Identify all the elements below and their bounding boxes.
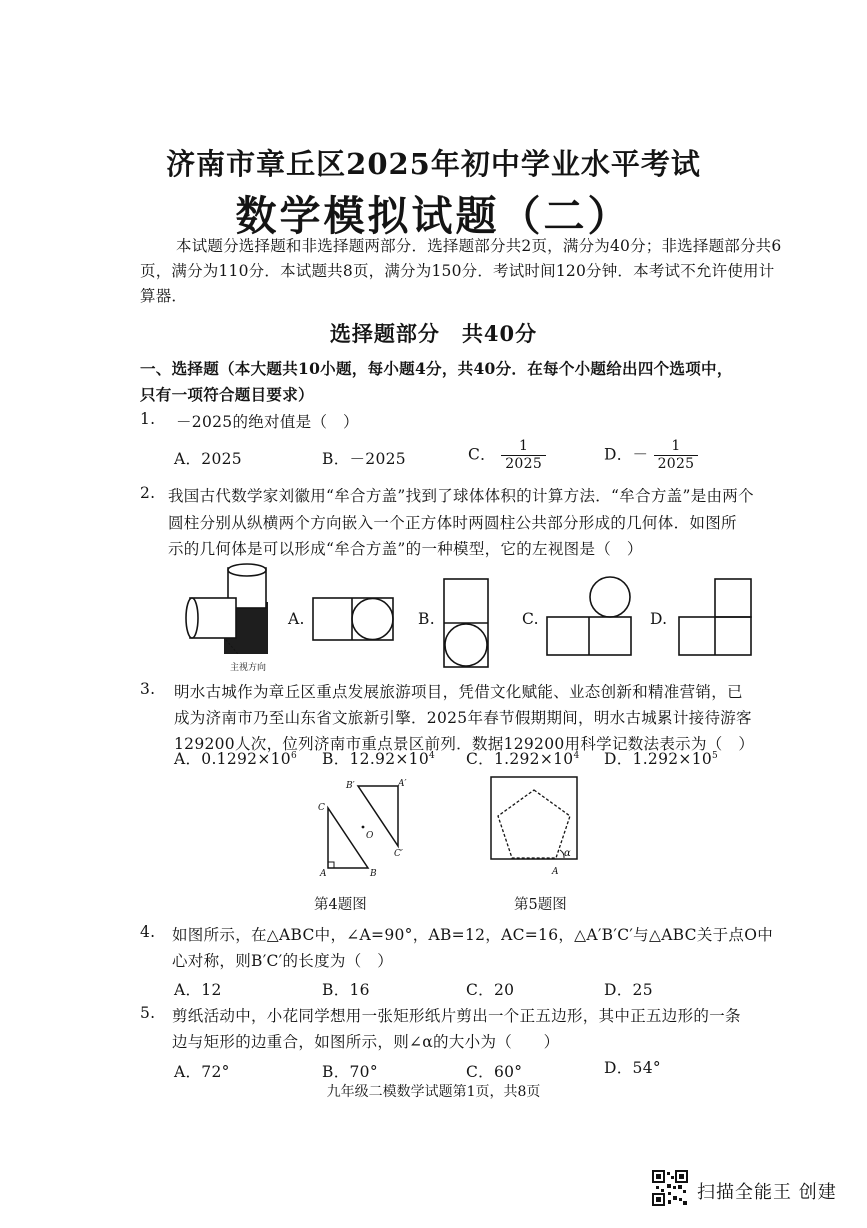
q2-c-circle [590,577,630,617]
q3-line3: 129200人次，位列济南市重点景区前列．数据129200用科学记数法表示为（ ） [174,735,755,753]
q1-option-c-fraction [501,438,546,473]
fig4-label-o: O [366,831,374,841]
fig4-label-a1: A′ [398,779,407,789]
q3-a-base: A．0.1292×10 [174,750,291,768]
q2-option-b-label: B. [418,610,435,628]
fig4-right-angle-a [328,862,334,868]
q2-option-c-label: C. [522,610,539,628]
q2-option-a-figure [312,597,394,641]
q3-b-exponent: 4 [428,750,436,761]
fig4-label-b: B [370,869,377,878]
q3-option-d [604,747,718,769]
fig4-triangle-abc [328,808,368,868]
fig5-label-alpha: α [564,848,571,859]
fig4-label-c1: C′ [394,849,403,859]
q1-c-numerator: 1 [519,438,529,454]
q3-b-base: B．12.92×10 [322,750,429,768]
q2-horizontal-cylinder-end [186,598,198,638]
q1-d-numerator: 1 [671,438,681,454]
q3-option-b [322,747,435,769]
q1-option-c [468,438,546,473]
q2-d-top-square [715,579,751,617]
q2-number: 2. [140,484,156,502]
q5-number: 5. [140,1004,156,1022]
fig4-label-a: A [320,869,327,878]
q2-option-a-label: A. [288,610,305,628]
exam-title-line2: 数学模拟试题（二） [235,192,632,240]
q2-line1: 我国古代数学家刘徽用“牟合方盖”找到了球体体积的计算方法．“牟合方盖”是由两个 [168,487,754,505]
fig4-caption: 第4题图 [314,897,367,913]
q4-option-b: B．16 [322,981,370,999]
q2-view-direction-label: 主视方向 [230,663,267,673]
q4-option-c: C．20 [466,981,515,999]
q1-option-b: B．－2025 [322,450,406,468]
q1-option-c-label: C． [468,445,496,464]
q5-option-b: B．70° [322,1063,378,1081]
exam-title-line1: 济南市章丘区2025年初中学业水平考试 [166,147,701,181]
q2-b-circle [445,624,487,666]
exam-intro: 本试题分选择题和非选择题两部分．选择题部分共2页，满分为40分；非选择题部分共6页，满分为110分．本试题共8页，满分为150分．考试时间120分钟．本考试不允许使用计算器． [140,237,782,305]
q1-c-denominator: 2025 [501,455,546,473]
q2-line2: 圆柱分别从纵横两个方向嵌入一个正方体时两圆柱公共部分形成的几何体．如图所 [168,514,737,532]
q5-line1: 剪纸活动中，小花同学想用一张矩形纸片剪出一个正五边形，其中正五边形的一条 [172,1007,741,1025]
q4-option-a: A．12 [174,981,222,999]
fig5-pentagon [498,790,570,858]
q1-option-a: A．2025 [174,450,242,468]
q4-option-d: D．25 [604,981,653,999]
q3-c-base: C．1.292×10 [466,750,574,768]
q3-option-c [466,747,579,769]
q3-number: 3. [140,680,156,698]
fig4-triangle-a1b1c1 [358,786,398,846]
q1-d-denominator: 2025 [654,455,699,473]
qr-code-icon [652,1170,688,1206]
q2-option-d-label: D. [650,610,668,628]
fig5-label-a: A [552,867,559,877]
q3-line1: 明水古城作为章丘区重点发展旅游项目，凭借文化赋能、业态创新和精准营销，已 [174,683,743,701]
q1-option-d-fraction [654,438,699,473]
fig4-label-b1: B′ [346,781,355,791]
q2-line3: 示的几何体是可以形成“牟合方盖”的一种模型，它的左视图是（ ） [168,540,643,558]
q5-option-d: D．54° [604,1059,661,1077]
q5-option-a: A．72° [174,1063,230,1081]
fig4-triangles [310,776,415,878]
q2-option-b-figure [443,578,489,668]
q5-line2: 边与矩形的边重合，如图所示，则∠α的大小为（ ） [172,1033,560,1051]
q1-number: 1. [140,410,156,428]
fig5-pentagon-in-rectangle [490,776,582,882]
q4-number: 4. [140,923,156,941]
fig5-caption: 第5题图 [514,897,567,913]
q3-a-exponent: 6 [290,750,297,761]
q1-stem: －2025的绝对值是（ ） [176,413,359,431]
scanner-brand-watermark: 扫描全能王 创建 [697,1182,837,1203]
instruction-line1: 一、选择题（本大题共10小题，每小题4分，共40分．在每个小题给出四个选项中， [140,359,733,378]
instruction-line2: 只有一项符合题目要求） [140,385,314,404]
q4-line2: 心对称，则B′C′的长度为（ ） [172,952,394,970]
page-footer: 九年级二模数学试题第1页，共8页 [326,1084,541,1100]
q5-option-c: C．60° [466,1063,523,1081]
q2-option-c-figure [546,576,632,656]
fig4-label-c: C [318,803,325,813]
q3-c-exponent: 4 [573,750,580,761]
q1-option-d-label: D．－ [604,445,649,464]
q4-line1: 如图所示，在△ABC中，∠A=90°，AB=12，AC=16，△A′B′C′与△ABC关于点O中 [172,926,774,944]
q3-line2: 成为济南市乃至山东省文旅新引擎．2025年春节假期期间，明水古城累计接待游客 [174,709,752,727]
q3-d-exponent: 5 [712,750,719,761]
q3-option-a [174,747,297,769]
q2-a-rect [313,598,393,640]
q2-a-circle [352,599,393,640]
q2-vertical-cylinder-top [228,564,266,576]
q2-solid-model-figure [182,562,278,672]
section-title: 选择题部分 共40分 [329,321,538,346]
q3-d-base: D．1.292×10 [604,750,713,768]
fig4-point-o [362,826,365,829]
q2-option-d-figure [678,578,752,656]
q1-option-d [604,438,698,473]
